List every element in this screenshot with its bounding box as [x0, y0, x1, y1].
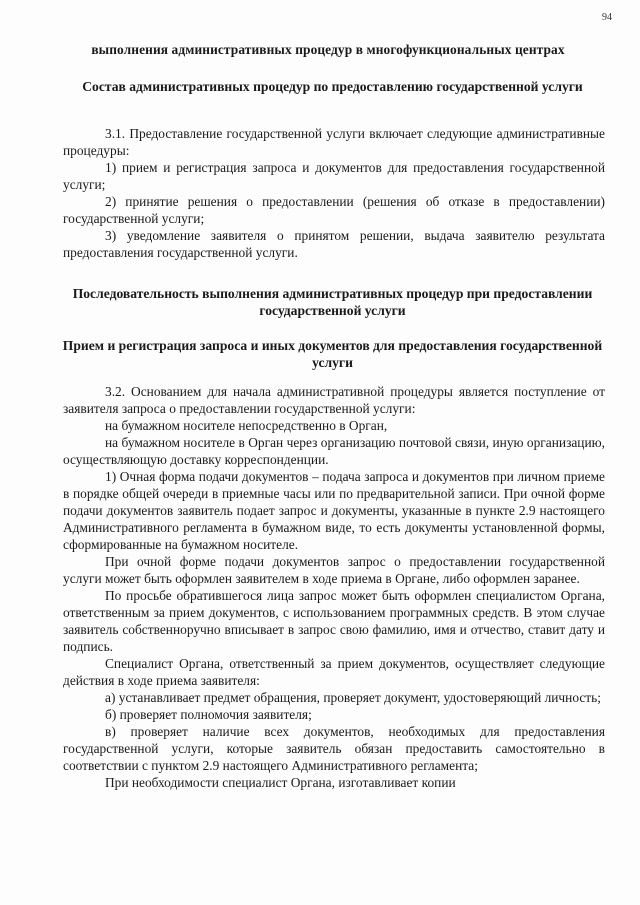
paragraph: 3.2. Основанием для начала административной процедуры является поступление от заявителя запроса о предоставлении государственной услуги:	[63, 384, 605, 416]
list-item: 1) прием и регистрация запроса и документов для предоставления государственной услуги;	[63, 160, 605, 192]
paragraph: 3.1. Предоставление государственной услуги включает следующие административные процедуры:	[63, 126, 605, 158]
paragraph: При очной форме подачи документов запрос о предоставлении государственной услуги может быть оформлен заявителем в ходе приема в Органе, либо оформлен заранее.	[63, 554, 605, 586]
heading-reception: Прием и регистрация запроса и иных документов для предоставления государственной услуги	[62, 338, 603, 370]
paragraph: По просьбе обратившегося лица запрос может быть оформлен специалистом Органа, ответственным за прием документов, с использованием программных средств. В этом случае заявитель собственноручно вписывает в запрос свою фамилию, имя и отчество, ставит дату и подпись.	[63, 588, 605, 654]
heading-sequence: Последовательность выполнения административных процедур при предоставлении государственной услуги	[72, 286, 593, 318]
paragraph: 1) Очная форма подачи документов – подача запроса и документов при личном приеме в порядке общей очереди в приемные часы или по предварительной записи. При очной форме подачи документов заявитель подает запрос и документы, указанные в пункте 2.9 настоящего Административного регламента в бумажном виде, то есть документы установленной формы, сформированные на бумажном носителе.	[63, 469, 605, 552]
list-item: а) устанавливает предмет обращения, проверяет документ, удостоверяющий личность;	[105, 690, 601, 705]
page-number: 94	[602, 12, 612, 23]
heading-composition: Состав административных процедур по предоставлению государственной услуги	[82, 79, 583, 94]
paragraph: При необходимости специалист Органа, изготавливает копии	[105, 775, 456, 790]
continued-heading-line: выполнения административных процедур в многофункциональных центрах	[91, 42, 565, 57]
paragraph: на бумажном носителе в Орган через организацию почтовой связи, иную организацию, осуществляющую доставку корреспонденции.	[63, 435, 605, 467]
paragraph: на бумажном носителе непосредственно в Орган,	[105, 418, 388, 433]
section-3-1	[63, 125, 605, 261]
list-item: 3) уведомление заявителя о принятом решении, выдача заявителю результата предоставления государственной услуги.	[63, 228, 605, 260]
section-3-2	[63, 383, 605, 791]
paragraph: Специалист Органа, ответственный за прием документов, осуществляет следующие действия в ходе приема заявителя:	[63, 656, 605, 688]
list-item: б) проверяет полномочия заявителя;	[105, 707, 312, 722]
list-item: в) проверяет наличие всех документов, необходимых для предоставления государственной услуги, которые заявитель обязан предоставить самостоятельно в соответствии с пунктом 2.9 настоящего Административного регламента;	[63, 724, 605, 773]
list-item: 2) принятие решения о предоставлении (решения об отказе в предоставлении) государственной услуги;	[63, 194, 605, 226]
